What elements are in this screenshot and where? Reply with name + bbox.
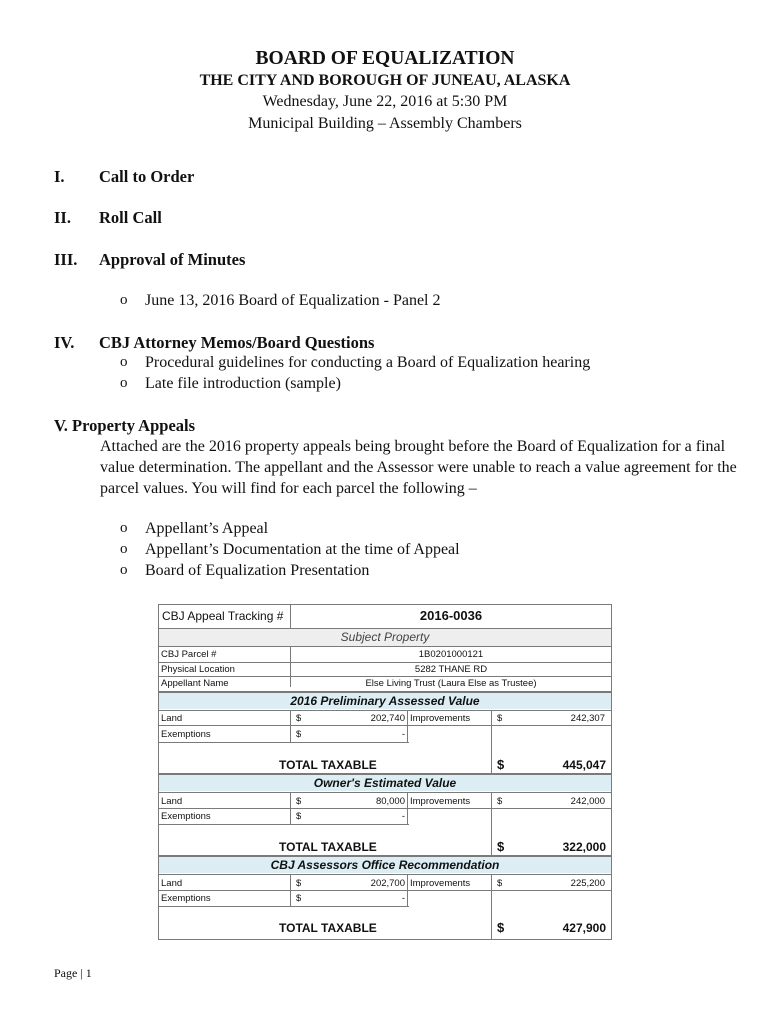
subject-property-heading: Subject Property [340, 630, 430, 644]
tracking-label: CBJ Appeal Tracking # [162, 609, 284, 623]
list-item-text: June 13, 2016 Board of Equalization - Panel 2 [145, 292, 441, 309]
bullet-marker: o [120, 562, 128, 578]
location-value: 5282 THANE RD [414, 664, 488, 675]
appellant-label: Appellant Name [161, 678, 229, 689]
list-item-text: Board of Equalization Presentation [145, 562, 370, 579]
improvements-value: 242,000 [570, 796, 605, 807]
dollar-sign: $ [296, 729, 302, 740]
exemptions-label: Exemptions [161, 893, 211, 904]
page-number: Page | 1 [54, 966, 92, 980]
parcel-value: 1B0201000121 [418, 649, 484, 660]
bullet-marker: o [120, 354, 128, 370]
bullet-marker: o [120, 520, 128, 536]
appeals-paragraph: Attached are the 2016 property appeals being brought before the Board of Equalization for a final value determination. The appellant and the Assessor were unable to reach a value agreement for the parcel values. You will find for each parcel the following – [100, 438, 737, 497]
section-number: III. [54, 250, 78, 269]
improvements-label: Improvements [410, 713, 471, 724]
exemptions-value: - [401, 893, 405, 904]
land-value: 202,740 [370, 713, 405, 724]
meeting-date: Wednesday, June 22, 2016 at 5:30 PM [262, 93, 508, 110]
total-value: 427,900 [562, 921, 606, 935]
section-heading-preliminary: 2016 Preliminary Assessed Value [290, 694, 480, 708]
section-title: CBJ Attorney Memos/Board Questions [99, 333, 375, 352]
appeal-summary-table [158, 604, 612, 940]
meeting-location: Municipal Building – Assembly Chambers [248, 115, 522, 132]
tracking-value: 2016-0036 [419, 608, 483, 623]
exemptions-value: - [401, 729, 405, 740]
land-value: 80,000 [375, 796, 405, 807]
section-heading-assessor-recommendation: CBJ Assessors Office Recommendation [270, 858, 500, 872]
total-value: 322,000 [562, 840, 606, 854]
dollar-sign: $ [497, 878, 503, 889]
improvements-label: Improvements [410, 796, 471, 807]
exemptions-label: Exemptions [161, 811, 211, 822]
list-item-text: Procedural guidelines for conducting a Board of Equalization hearing [145, 354, 591, 371]
dollar-sign: $ [497, 920, 505, 935]
exemptions-label: Exemptions [161, 729, 211, 740]
dollar-sign: $ [497, 796, 503, 807]
document-subtitle: THE CITY AND BOROUGH OF JUNEAU, ALASKA [199, 72, 571, 89]
improvements-value: 225,200 [570, 878, 605, 889]
section-title: Roll Call [99, 208, 162, 227]
total-value: 445,047 [562, 758, 606, 772]
land-label: Land [161, 713, 183, 724]
dollar-sign: $ [296, 893, 302, 904]
section-number: IV. [54, 333, 75, 352]
section-number: II. [54, 208, 71, 227]
list-item-text: Late file introduction (sample) [145, 375, 341, 392]
dollar-sign: $ [497, 839, 505, 854]
parcel-label: CBJ Parcel # [161, 649, 217, 660]
bullet-marker: o [120, 541, 128, 557]
dollar-sign: $ [497, 713, 503, 724]
total-label: TOTAL TAXABLE [279, 840, 377, 854]
land-label: Land [161, 796, 183, 807]
dollar-sign: $ [497, 757, 505, 772]
section-heading-owner-estimate: Owner's Estimated Value [313, 776, 457, 790]
bullet-marker: o [120, 292, 128, 308]
dollar-sign: $ [296, 878, 302, 889]
improvements-label: Improvements [410, 878, 471, 889]
section-title: V. Property Appeals [54, 416, 196, 435]
dollar-sign: $ [296, 713, 302, 724]
list-item-text: Appellant’s Appeal [145, 520, 269, 537]
appellant-value: Else Living Trust (Laura Else as Trustee) [365, 678, 537, 689]
total-label: TOTAL TAXABLE [279, 921, 377, 935]
document-title: BOARD OF EQUALIZATION [255, 48, 515, 69]
list-item-text: Appellant’s Documentation at the time of Appeal [145, 541, 460, 558]
total-label: TOTAL TAXABLE [279, 758, 377, 772]
bullet-marker: o [120, 375, 128, 391]
exemptions-value: - [401, 811, 405, 822]
dollar-sign: $ [296, 796, 302, 807]
land-label: Land [161, 878, 183, 889]
location-label: Physical Location [161, 664, 235, 675]
section-number: I. [54, 167, 65, 186]
section-title: Call to Order [99, 167, 195, 186]
section-title: Approval of Minutes [99, 250, 246, 269]
improvements-value: 242,307 [570, 713, 605, 724]
dollar-sign: $ [296, 811, 302, 822]
land-value: 202,700 [370, 878, 405, 889]
